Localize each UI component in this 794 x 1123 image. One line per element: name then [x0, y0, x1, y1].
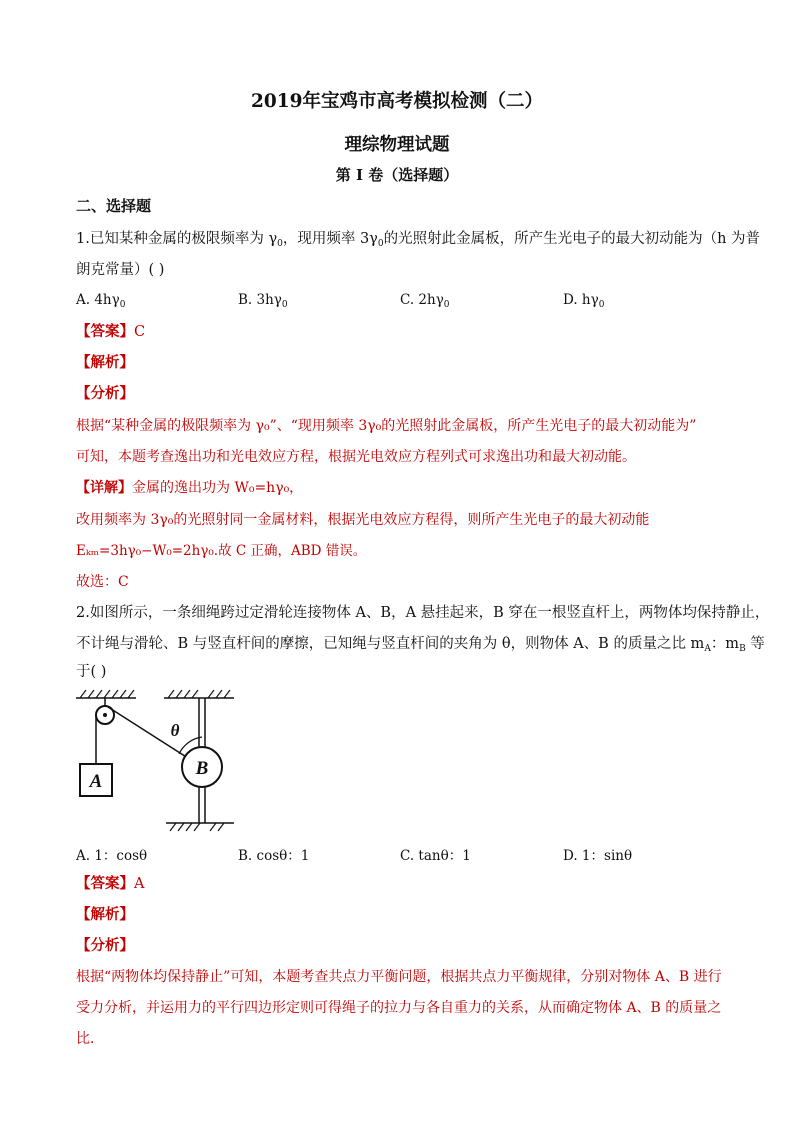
- paper-subtitle: 理综物理试题: [344, 135, 450, 155]
- ceiling-hatch-left: [80, 690, 134, 698]
- q2-analysis-line2: 受力分析，并运用力的平行四边形定则可得绳子的拉力与各自重力的关系，从而确定物体 A、B 的质量之: [76, 1000, 722, 1016]
- q1-detail-line3: Eₖₘ=3hγ₀−W₀=2hγ₀.故 C 正确，ABD 错误。: [76, 543, 367, 559]
- q1-stem-line1: 1.已知某种金属的极限频率为 $\gamma_0$，现用频率 $3\gamma_0$的光照射此金属板，所产生光电子的最大初动能为（h 为普: [76, 231, 761, 249]
- label-b: B: [195, 758, 209, 779]
- q2-analysis-line1: 根据“两物体均保持静止”可知，本题考查共点力平衡问题，根据共点力平衡规律，分别对物体 A、B 进行: [76, 969, 722, 985]
- section-heading: 二、选择题: [76, 197, 152, 215]
- q1-analysis-line1: 根据“某种金属的极限频率为 γ₀”、“现用频率 3γ₀的光照射此金属板，所产生光电子的最大初动能为”: [76, 418, 697, 434]
- q1-choose: 故选：C: [76, 574, 129, 590]
- q1-detail-line2: 改用频率为 3γ₀的光照射同一金属材料，根据光电效应方程得，则所产生光电子的最大初动能: [76, 512, 650, 528]
- q2-option-c: C. tanθ：1: [400, 848, 471, 864]
- q2-analysis-line3: 比．: [76, 1031, 104, 1047]
- label-a: A: [89, 771, 103, 792]
- ceiling-hatch-right: [168, 690, 230, 698]
- q2-option-b: B. cosθ：1: [238, 848, 310, 864]
- q1-option-d: D. $h\gamma_0$: [563, 292, 605, 310]
- q2-fenxi-label: 【分析】: [76, 937, 134, 954]
- q1-answer: 【答案】C: [76, 323, 146, 340]
- q1-option-a: A. $4h\gamma_0$: [76, 292, 126, 310]
- q2-stem-line3: 于( ): [76, 664, 107, 680]
- paper-title: 2019年宝鸡市高考模拟检测（二）: [251, 91, 543, 112]
- q1-fenxi-label: 【分析】: [76, 385, 134, 402]
- volume-title: 第 I 卷（选择题）: [335, 166, 459, 184]
- q2-answer: 【答案】A: [76, 875, 145, 892]
- q2-option-a: A. 1：cosθ: [76, 848, 148, 864]
- q1-option-c: C. $2h\gamma_0$: [400, 292, 450, 310]
- pulley-diagram: [74, 688, 244, 838]
- q1-jiexi-label: 【解析】: [76, 354, 134, 371]
- q1-stem-line2: 朗克常量）( ): [76, 262, 165, 278]
- floor-hatch: [170, 823, 224, 831]
- q2-option-d: D. 1：sinθ: [563, 848, 633, 864]
- q1-option-b: B. $3h\gamma_0$: [238, 292, 288, 310]
- q2-jiexi-label: 【解析】: [76, 906, 134, 923]
- q1-detail-line1: 【详解】金属的逸出功为 W₀=hγ₀，: [76, 480, 304, 496]
- q1-analysis-line2: 可知，本题考查逸出功和光电效应方程，根据光电效应方程列式可求逸出功和最大初动能。: [76, 449, 636, 465]
- q2-stem-line2: 不计绳与滑轮、B 与竖直杆间的摩擦，已知绳与竖直杆间的夹角为 θ，则物体 A、B 的质量之比 $m_A$：$m_B$ 等: [76, 636, 765, 654]
- label-theta: θ: [170, 721, 180, 740]
- q2-stem-line1: 2.如图所示，一条细绳跨过定滑轮连接物体 A、B，A 悬挂起来，B 穿在一根竖直杆上，两物体均保持静止，: [76, 605, 770, 621]
